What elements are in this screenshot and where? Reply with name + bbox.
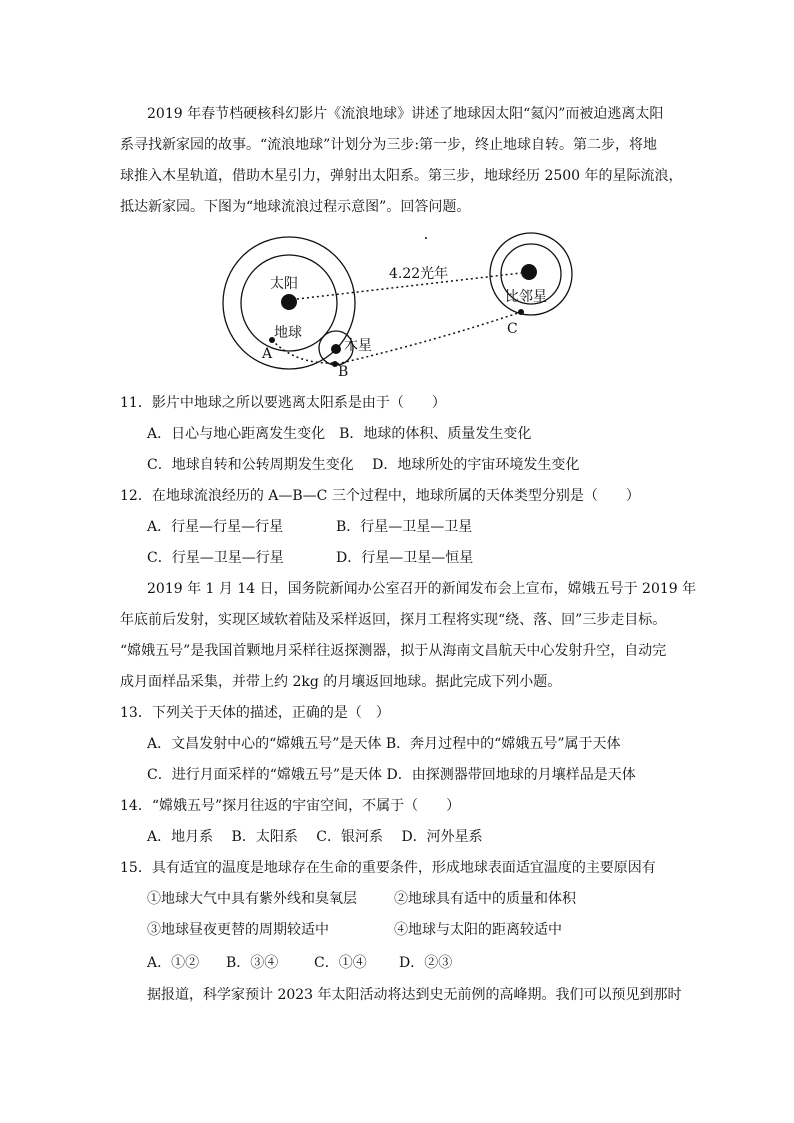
- sun-label: 太阳: [270, 276, 298, 292]
- q12-option-d: D．行星—卫星—恒星: [336, 550, 474, 566]
- earth-wandering-figure: [215, 226, 595, 386]
- proxima-star-dot: [521, 264, 537, 280]
- q11-stem: 11．影片中地球之所以要逃离太阳系是由于（ ）: [120, 395, 446, 411]
- point-a-label: A: [262, 346, 273, 362]
- q12-option-b: B．行星—卫星—卫星: [336, 519, 473, 535]
- q14-options: A．地月系 B．太阳系 C．银河系 D．河外星系: [147, 829, 483, 845]
- q14-stem: 14．“嫦娥五号”探月往返的宇宙空间，不属于（ ）: [120, 798, 461, 814]
- point-c-dot: [518, 309, 524, 315]
- point-c-label: C: [507, 321, 518, 337]
- q15-item-4: ④地球与太阳的距离较适中: [394, 922, 562, 938]
- q15-item-3: ③地球昼夜更替的周期较适中: [147, 922, 329, 938]
- q15-option-b: B．③④: [226, 955, 279, 971]
- q13-options-row-2: C．进行月面采样的“嫦娥五号”是天体 D．由探测器带回地球的月壤样品是天体: [147, 767, 636, 783]
- q15-option-c: C．①④: [314, 955, 367, 971]
- earth-wandering-diagram: [215, 226, 595, 386]
- intro2-line-3: “嫦娥五号”是我国首颗地月采样往返探测器，拟于从海南文昌航天中心发射升空，自动完: [120, 643, 667, 659]
- intro1-line-4: 抵达新家园。下图为“地球流浪过程示意图”。回答问题。: [120, 199, 471, 215]
- q15-item-1: ①地球大气中具有紫外线和臭氧层: [147, 891, 357, 907]
- intro1-line-3: 球推入木星轨道，借助木星引力，弹射出太阳系。第三步，地球经历 2500 年的星际流浪，: [120, 168, 683, 184]
- intro1-line-2: 系寻找新家园的故事。“流浪地球”计划分为三步:第一步，终止地球自转。第二步，将地: [120, 137, 658, 153]
- q15-option-a: A．①②: [147, 955, 200, 971]
- q15-stem: 15．具有适宜的温度是地球存在生命的重要条件，形成地球表面适宜温度的主要原因有: [120, 860, 656, 876]
- intro1-line-1: 2019 年春节档硬核科幻影片《流浪地球》讲述了地球因太阳“氦闪”而被迫逃离太阳: [147, 106, 664, 122]
- point-b-label: B: [338, 364, 349, 380]
- intro2-line-2: 年底前后发射，实现区域软着陆及采样返回，探月工程将实现“绕、落、回”三步走目标。: [120, 612, 667, 628]
- q15-item-2: ②地球具有适中的质量和体积: [394, 891, 576, 907]
- q12-option-a: A．行星—行星—行星: [147, 519, 284, 535]
- q11-options-row-1: A．日心与地心距离发生变化 B．地球的体积、质量发生变化: [147, 426, 532, 442]
- q13-options-row-1: A．文昌发射中心的“嫦娥五号”是天体 B．奔月过程中的“嫦娥五号”属于天体: [147, 736, 621, 752]
- stray-dot: [425, 237, 427, 239]
- q12-stem: 12．在地球流浪经历的 A—B—C 三个过程中，地球所属的天体类型分别是（ ）: [120, 488, 640, 504]
- distance-label: 4.22光年: [389, 266, 449, 282]
- q12-option-c: C．行星—卫星—行星: [147, 550, 284, 566]
- proxima-label: 比邻星: [505, 289, 547, 305]
- sun-dot: [281, 294, 297, 310]
- intro2-line-4: 成月面样品采集，并带上约 2kg 的月壤返回地球。据此完成下列小题。: [120, 674, 562, 690]
- intro3-line-1: 据报道，科学家预计 2023 年太阳活动将达到史无前例的高峰期。我们可以预见到那时: [147, 987, 682, 1003]
- intro2-line-1: 2019 年 1 月 14 日，国务院新闻办公室召开的新闻发布会上宣布，嫦娥五号于 2019 年: [147, 581, 697, 597]
- jupiter-dot: [331, 344, 341, 354]
- q13-stem: 13．下列关于天体的描述，正确的是（ ）: [120, 705, 390, 721]
- q11-options-row-2: C．地球自转和公转周期发生变化 D．地球所处的宇宙环境发生变化: [147, 457, 580, 473]
- jupiter-label: 木星: [344, 338, 372, 354]
- q15-option-d: D．②③: [399, 955, 453, 971]
- earth-label: 地球: [274, 325, 302, 341]
